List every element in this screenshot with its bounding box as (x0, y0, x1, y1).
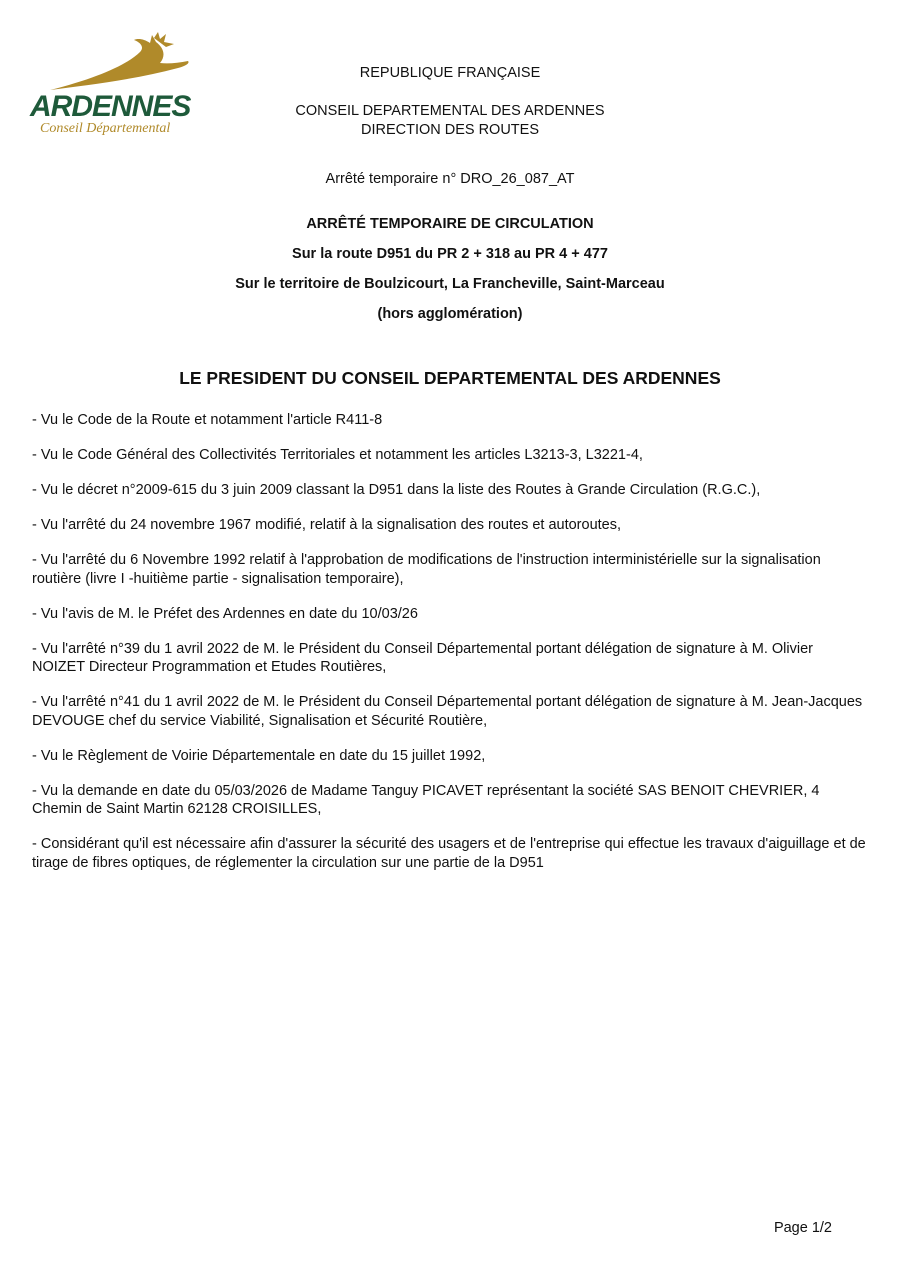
page-number: Page 1/2 (773, 1220, 832, 1236)
council-header: CONSEIL DEPARTEMENTAL DES ARDENNES (295, 103, 605, 119)
visa-item: - Vu le Règlement de Voirie Départementale en date du 15 juillet 1992, (32, 747, 486, 764)
decree-title: ARRÊTÉ TEMPORAIRE DE CIRCULATION (306, 216, 594, 232)
visa-item: - Considérant qu'il est nécessaire afin d'assurer la sécurité des usagers et de l'entreprise qui effectue les travaux d'aiguillage et de tirage de fibres optiques, de réglementer la circulation sur une partie de la D951 (32, 836, 866, 871)
visa-item: - Vu l'arrêté du 24 novembre 1967 modifié, relatif à la signalisation des routes et autoroutes, (32, 517, 622, 533)
visa-item: - Vu l'avis de M. le Préfet des Ardennes en date du 10/03/26 (32, 605, 418, 622)
territory: Sur le territoire de Boulzicourt, La Francheville, Saint-Marceau (235, 276, 665, 292)
visa-item: - Vu le décret n°2009-615 du 3 juin 2009 classant la D951 dans la liste des Routes à Grande Circulation (R.G.C.), (32, 482, 761, 498)
visa-item: - Vu le Code Général des Collectivités Territoriales et notamment les articles L3213-3, L3221-4, (32, 447, 643, 463)
visa-item: - Vu l'arrêté n°39 du 1 avril 2022 de M. le Président du Conseil Départemental portant délégation de signature à M. Olivier NOIZET Directeur Programmation et Etudes Routières, (32, 640, 813, 675)
logo-subtitle: Conseil Départemental (40, 121, 171, 136)
hors-agglomeration: (hors agglomération) (377, 306, 523, 322)
visa-list (32, 411, 868, 889)
visa-item: - Vu la demande en date du 05/03/2026 de Madame Tanguy PICAVET représentant la société SAS BENOIT CHEVRIER, 4 Chemin de Saint Martin 62128 CROISILLES, (32, 782, 820, 817)
decree-number: Arrêté temporaire n° DRO_26_087_AT (325, 171, 575, 187)
direction-header: DIRECTION DES ROUTES (360, 122, 540, 138)
visa-item: - Vu le Code de la Route et notamment l'article R411-8 (32, 412, 383, 428)
logo-name: ARDENNES (30, 90, 191, 123)
president-heading: LE PRESIDENT DU CONSEIL DEPARTEMENTAL DES ARDENNES (179, 368, 721, 388)
route-range: Sur la route D951 du PR 2 + 318 au PR 4 + 477 (292, 246, 608, 262)
visa-item: - Vu l'arrêté n°41 du 1 avril 2022 de M. le Président du Conseil Départemental portant délégation de signature à M. Jean-Jacques DEVOUGE chef du service Viabilité, Signalisation et Sécurité Routière, (32, 694, 863, 729)
visa-item: - Vu l'arrêté du 6 Novembre 1992 relatif à l'approbation de modifications de l'instruction interministérielle sur la signalisation routière (livre I -huitième partie - signalisation temporaire), (32, 552, 821, 587)
republic-header: REPUBLIQUE FRANÇAISE (359, 65, 541, 81)
